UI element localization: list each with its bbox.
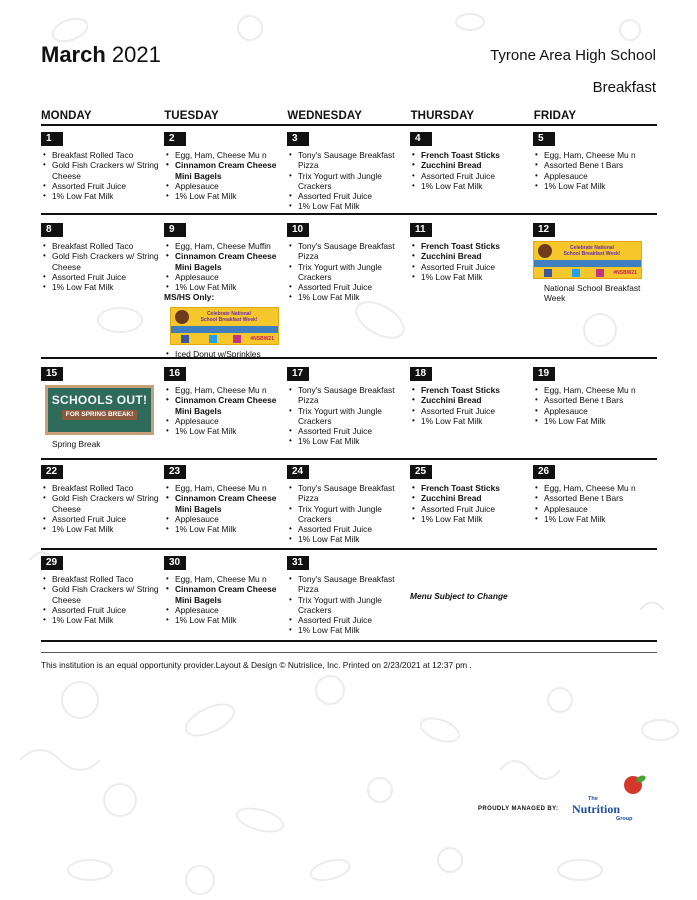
date-badge: 30	[164, 556, 186, 570]
date-badge: 2	[164, 132, 186, 146]
menu-item: • 1% Low Fat Milk	[164, 282, 282, 292]
menu-item: • 1% Low Fat Milk	[287, 436, 405, 446]
menu-list	[287, 385, 405, 447]
twitter-icon	[209, 335, 217, 343]
menu-item: • Egg, Ham, Cheese Muffin	[164, 241, 282, 251]
day-tuesday: TUESDAY	[164, 110, 219, 122]
menu-item: • Cinnamon Cream Cheese Mini Bagels	[164, 493, 282, 514]
menu-item: • Applesauce	[164, 416, 282, 426]
menu-item: • Egg, Ham, Cheese Mu n	[533, 150, 651, 160]
menu-item: • Trix Yogurt with Jungle Crackers	[287, 595, 405, 616]
menu-list	[41, 574, 159, 625]
menu-item: • Assorted Fruit Juice	[410, 262, 528, 272]
menu-item: • Egg, Ham, Cheese Mu n	[533, 385, 651, 395]
menu-item: • 1% Low Fat Milk	[287, 625, 405, 635]
banner-strip	[534, 260, 641, 267]
menu-item: • Assorted Fruit Juice	[287, 282, 405, 292]
day-thursday: THURSDAY	[410, 110, 475, 122]
menu-item: • Applesauce	[164, 605, 282, 615]
menu-item: • 1% Low Fat Milk	[410, 272, 528, 282]
banner-caption: Celebrate National School Breakfast Week!	[563, 245, 621, 257]
day-cell[interactable]	[410, 219, 528, 282]
ms-hs-subhead: MS/HS Only:	[164, 292, 215, 303]
day-cell[interactable]	[164, 363, 282, 436]
menu-item: • Egg, Ham, Cheese Mu n	[164, 150, 282, 160]
day-cell[interactable]	[410, 363, 528, 426]
date-badge: 22	[41, 465, 63, 479]
menu-list	[41, 241, 159, 292]
menu-item: • Applesauce	[164, 514, 282, 524]
menu-item: • Tony's Sausage Breakfast Pizza	[287, 574, 405, 595]
facebook-icon	[181, 335, 189, 343]
menu-item: • Applesauce	[164, 272, 282, 282]
day-cell[interactable]	[41, 128, 159, 201]
menu-item: • Assorted Fruit Juice	[410, 504, 528, 514]
menu-item: • Assorted Fruit Juice	[287, 191, 405, 201]
day-cell[interactable]	[287, 552, 405, 636]
menu-item: • Applesauce	[164, 181, 282, 191]
day-cell[interactable]	[410, 461, 528, 524]
date-badge: 10	[287, 223, 309, 237]
date-badge: 18	[410, 367, 432, 381]
menu-item: • 1% Low Fat Milk	[41, 282, 159, 292]
menu-item: • Breakfast Rolled Taco	[41, 150, 159, 160]
menu-item: • Egg, Ham, Cheese Mu n	[164, 385, 282, 395]
menu-item: • 1% Low Fat Milk	[410, 514, 528, 524]
menu-item: • 1% Low Fat Milk	[533, 514, 651, 524]
menu-list	[287, 574, 405, 636]
day-cell[interactable]	[287, 363, 405, 447]
day-cell[interactable]	[287, 461, 405, 545]
day-friday: FRIDAY	[533, 110, 577, 122]
menu-item: • Zucchini Bread	[410, 160, 528, 170]
date-badge: 31	[287, 556, 309, 570]
menu-list	[533, 483, 651, 524]
banner-caption: Celebrate National School Breakfast Week!	[200, 310, 258, 323]
day-monday: MONDAY	[41, 110, 92, 122]
day-cell[interactable]	[41, 552, 159, 625]
menu-item: • Applesauce	[533, 504, 651, 514]
year-label: 2021	[111, 42, 161, 67]
menu-item: • Egg, Ham, Cheese Mu n	[533, 483, 651, 493]
date-badge: 23	[164, 465, 186, 479]
week-divider	[41, 124, 657, 126]
menu-item: • Assorted Fruit Juice	[41, 605, 159, 615]
logo-name: Nutrition	[572, 802, 620, 816]
week-divider	[41, 458, 657, 460]
menu-item: • Egg, Ham, Cheese Mu n	[164, 574, 282, 584]
menu-item: • Trix Yogurt with Jungle Crackers	[287, 406, 405, 427]
menu-list	[164, 574, 282, 625]
week-divider	[41, 357, 657, 359]
footer-text: This institution is an equal opportunity provider.Layout & Design © Nutrislice, Inc. Printed on 2/23/2021 at 12:37 pm .	[41, 660, 472, 670]
menu-item: • Assorted Fruit Juice	[410, 406, 528, 416]
instagram-icon	[596, 269, 604, 277]
menu-item: • Assorted Fruit Juice	[287, 524, 405, 534]
menu-item: • Assorted Fruit Juice	[41, 181, 159, 191]
menu-list	[164, 483, 282, 534]
menu-item: • Assorted Fruit Juice	[287, 615, 405, 625]
menu-item: • French Toast Sticks	[410, 241, 528, 251]
date-badge: 12	[533, 223, 555, 237]
menu-item: • French Toast Sticks	[410, 150, 528, 160]
menu-item: • Cinnamon Cream Cheese Mini Bagels	[164, 160, 282, 181]
day-cell[interactable]	[41, 461, 159, 534]
menu-item: • Breakfast Rolled Taco	[41, 483, 159, 493]
date-badge: 17	[287, 367, 309, 381]
nutrition-group-logo[interactable]	[572, 776, 652, 822]
menu-list	[410, 385, 528, 426]
date-badge: 11	[410, 223, 432, 237]
menu-item: • 1% Low Fat Milk	[41, 191, 159, 201]
day-cell[interactable]	[164, 552, 282, 625]
menu-item: • Applesauce	[533, 171, 651, 181]
logo-the: The	[588, 796, 598, 802]
menu-list	[287, 483, 405, 545]
menu-list	[410, 483, 528, 524]
day-cell[interactable]	[533, 219, 651, 304]
menu-item: • Assorted Fruit Juice	[41, 514, 159, 524]
menu-item: • Assorted Bene t Bars	[533, 493, 651, 503]
menu-item: • 1% Low Fat Milk	[287, 201, 405, 211]
menu-item: • 1% Low Fat Milk	[287, 534, 405, 544]
date-badge: 24	[287, 465, 309, 479]
menu-item: • Egg, Ham, Cheese Mu n	[164, 483, 282, 493]
menu-item: • Trix Yogurt with Jungle Crackers	[287, 504, 405, 525]
menu-item: • Trix Yogurt with Jungle Crackers	[287, 262, 405, 283]
twitter-icon	[572, 269, 580, 277]
day-cell[interactable]	[287, 128, 405, 212]
nsbw-banner-image	[533, 241, 642, 279]
menu-item: • 1% Low Fat Milk	[41, 615, 159, 625]
menu-list	[410, 150, 528, 191]
menu-item: • Breakfast Rolled Taco	[41, 241, 159, 251]
menu-item: • 1% Low Fat Milk	[410, 416, 528, 426]
chalkboard-headline: SCHOOLS OUT!	[51, 393, 148, 407]
menu-item: • Gold Fish Crackers w/ String Cheese	[41, 584, 159, 605]
menu-item: • Applesauce	[533, 406, 651, 416]
menu-item: • Breakfast Rolled Taco	[41, 574, 159, 584]
instagram-icon	[233, 335, 241, 343]
school-name: Tyrone Area High School	[490, 47, 656, 64]
menu-disclaimer: Menu Subject to Change	[410, 591, 508, 601]
day-cell[interactable]	[410, 128, 528, 191]
menu-item: • Assorted Fruit Juice	[410, 171, 528, 181]
nsbw-banner-image	[170, 307, 279, 345]
menu-item: • 1% Low Fat Milk	[164, 426, 282, 436]
week-divider	[41, 213, 657, 215]
menu-list	[287, 150, 405, 212]
menu-list	[287, 241, 405, 303]
date-badge: 8	[41, 223, 63, 237]
date-badge: 4	[410, 132, 432, 146]
banner-hashtag: #NSBW21	[250, 335, 274, 342]
date-badge: 1	[41, 132, 63, 146]
menu-list	[164, 241, 282, 292]
facebook-icon	[544, 269, 552, 277]
logo-group: Group	[616, 816, 633, 822]
footer-divider	[41, 652, 657, 653]
menu-item: • 1% Low Fat Milk	[41, 524, 159, 534]
day-cell[interactable]	[41, 363, 159, 449]
child-illustration-icon	[175, 310, 189, 324]
date-badge: 9	[164, 223, 186, 237]
menu-item: • 1% Low Fat Milk	[410, 181, 528, 191]
chalkboard-ribbon: FOR SPRING BREAK!	[62, 410, 137, 420]
menu-item: • Trix Yogurt with Jungle Crackers	[287, 171, 405, 192]
menu-item: • Tony's Sausage Breakfast Pizza	[287, 385, 405, 406]
day-cell[interactable]	[533, 461, 651, 524]
day-cell[interactable]	[533, 128, 651, 191]
menu-item: • Gold Fish Crackers w/ String Cheese	[41, 251, 159, 272]
day-wednesday: WEDNESDAY	[287, 110, 362, 122]
date-badge: 5	[533, 132, 555, 146]
month-label: March	[41, 42, 106, 67]
menu-list	[41, 483, 159, 534]
date-badge: 19	[533, 367, 555, 381]
menu-item: • Zucchini Bread	[410, 251, 528, 261]
date-badge: 25	[410, 465, 432, 479]
date-badge: 3	[287, 132, 309, 146]
weekday-header	[41, 110, 657, 122]
menu-list	[410, 241, 528, 282]
menu-item: • Assorted Fruit Juice	[287, 426, 405, 436]
menu-item: • 1% Low Fat Milk	[533, 181, 651, 191]
day-cell[interactable]	[533, 363, 651, 426]
menu-list	[41, 150, 159, 201]
managed-by-label: PROUDLY MANAGED BY:	[478, 806, 559, 812]
meal-type: Breakfast	[592, 79, 656, 96]
menu-item: • Cinnamon Cream Cheese Mini Bagels	[164, 584, 282, 605]
date-badge: 16	[164, 367, 186, 381]
menu-list	[164, 150, 282, 201]
day-cell[interactable]	[164, 461, 282, 534]
event-note: National School Breakfast Week	[544, 283, 641, 304]
week-divider	[41, 640, 657, 642]
menu-item: • Assorted Bene t Bars	[533, 160, 651, 170]
menu-list	[164, 385, 282, 436]
menu-item: • Tony's Sausage Breakfast Pizza	[287, 241, 405, 262]
date-badge: 26	[533, 465, 555, 479]
menu-item: • Gold Fish Crackers w/ String Cheese	[41, 160, 159, 181]
menu-item: • Tony's Sausage Breakfast Pizza	[287, 150, 405, 171]
day-cell[interactable]	[164, 128, 282, 201]
week-divider	[41, 548, 657, 550]
menu-item: • Cinnamon Cream Cheese Mini Bagels	[164, 251, 282, 272]
day-cell[interactable]	[287, 219, 405, 303]
menu-item: • Iced Donut w/Sprinkles	[164, 349, 282, 359]
spring-break-image	[45, 385, 154, 435]
menu-item: • French Toast Sticks	[410, 385, 528, 395]
menu-item: • Assorted Bene t Bars	[533, 395, 651, 405]
menu-item: • 1% Low Fat Milk	[533, 416, 651, 426]
menu-item: • Gold Fish Crackers w/ String Cheese	[41, 493, 159, 514]
menu-item: • Zucchini Bread	[410, 395, 528, 405]
menu-list	[533, 385, 651, 426]
date-badge: 15	[41, 367, 63, 381]
menu-list	[533, 150, 651, 191]
menu-item: • 1% Low Fat Milk	[164, 524, 282, 534]
date-badge: 29	[41, 556, 63, 570]
menu-item: • Assorted Fruit Juice	[41, 272, 159, 282]
menu-item: • Zucchini Bread	[410, 493, 528, 503]
menu-item: • Tony's Sausage Breakfast Pizza	[287, 483, 405, 504]
day-cell[interactable]	[41, 219, 159, 292]
menu-item: • Cinnamon Cream Cheese Mini Bagels	[164, 395, 282, 416]
menu-item: • 1% Low Fat Milk	[287, 292, 405, 302]
child-illustration-icon	[538, 244, 552, 258]
menu-item: • 1% Low Fat Milk	[164, 191, 282, 201]
day-cell[interactable]	[164, 219, 282, 359]
menu-item: • French Toast Sticks	[410, 483, 528, 493]
banner-strip	[171, 326, 278, 333]
menu-item: • 1% Low Fat Milk	[164, 615, 282, 625]
page-title	[41, 42, 161, 68]
menu-list	[164, 349, 282, 359]
banner-hashtag: #NSBW21	[613, 270, 637, 276]
event-note: Spring Break	[52, 439, 101, 449]
